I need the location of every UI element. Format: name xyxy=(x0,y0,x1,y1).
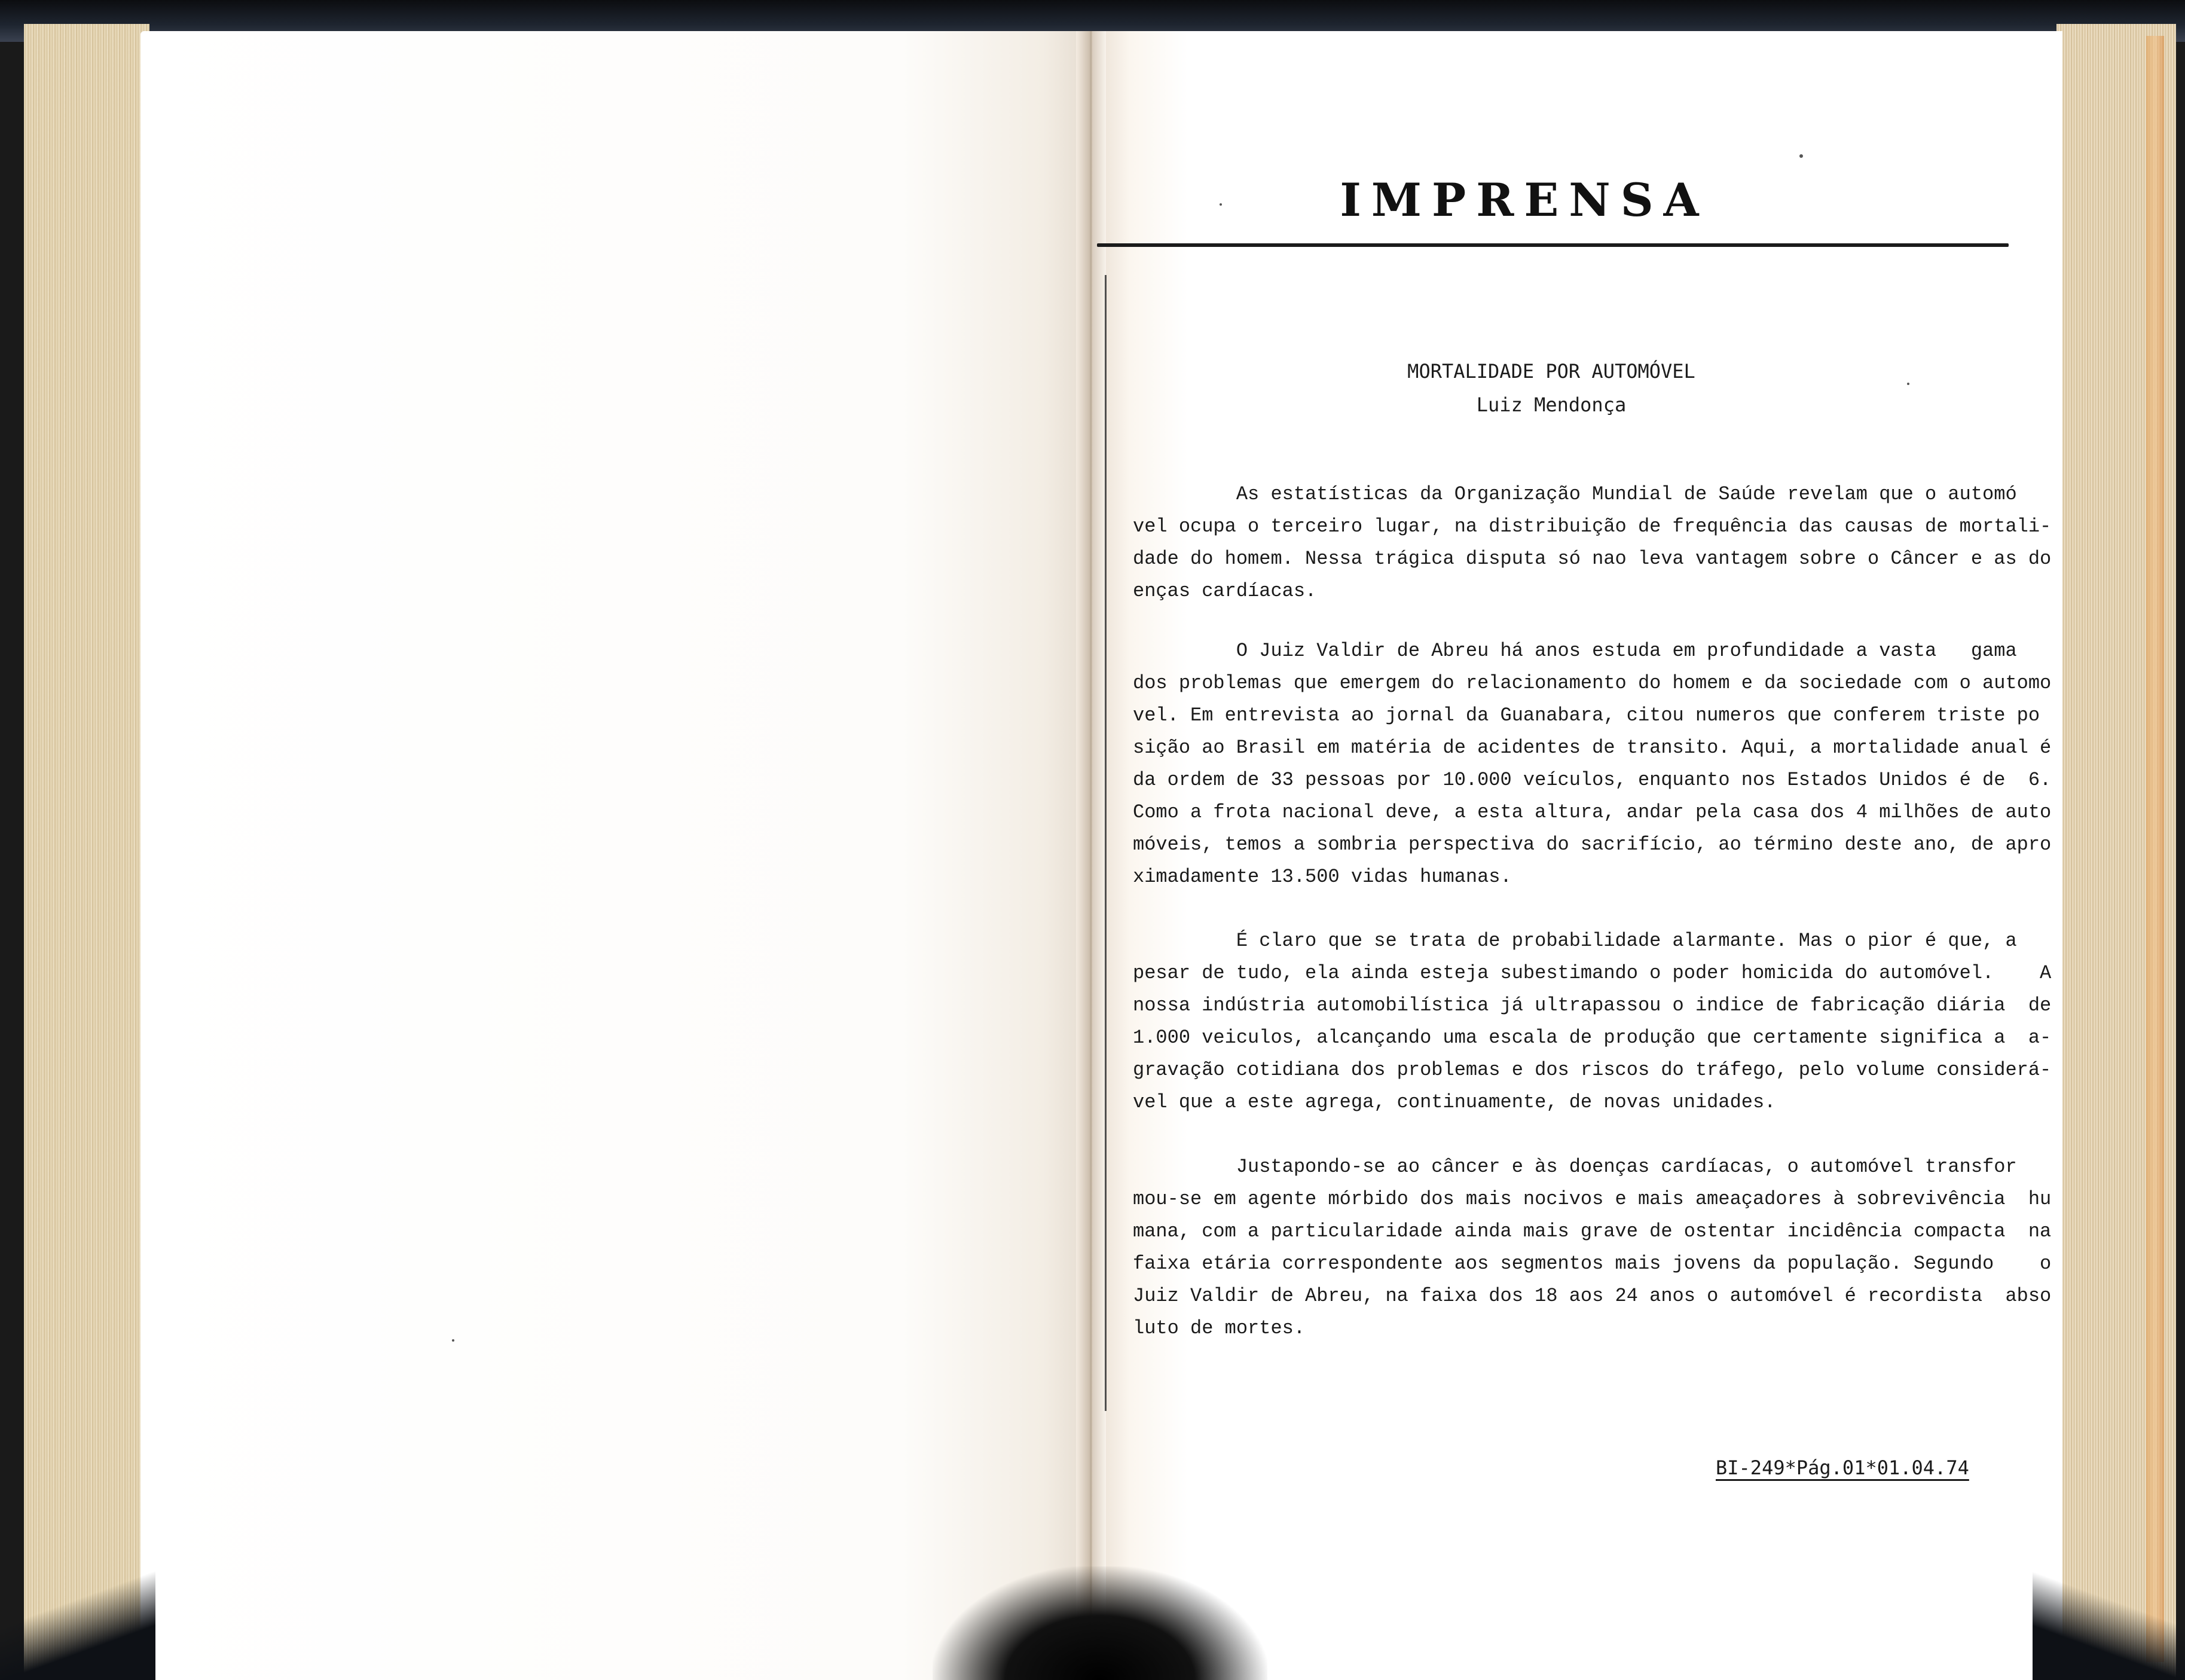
margin-rule xyxy=(1105,275,1107,1411)
paper-speck xyxy=(452,1339,454,1342)
title-rule xyxy=(1097,243,2009,247)
left-page-blank xyxy=(140,31,1091,1680)
article-author: Luiz Mendonça xyxy=(1476,393,1627,416)
article-paragraph-1: As estatísticas da Organização Mundial de Saúde revelam que o vel ocupa o terceiro lugar, na distribuição de frequência das causas dade do homem. Nessa trágica disputa só nao leva vantagem sobre o Câncer enças cardíacas. xyxy=(1133,483,1960,602)
book-bottom-fold-shadow xyxy=(933,1566,1267,1680)
book-gutter xyxy=(1076,31,1106,1680)
article-paragraph-3: É claro que se trata de probabilidade alarmante. Mas o pior é pesar de tudo, ela ainda esteja subestimando o poder homicida do nossa indústria automobilística já ultrapassou o indice de fabricação 1.000 veiculos, alcançando uma escala de produção que certamente significa gravação cotidiana dos problemas e dos riscos do tráfego, pelo volume vel que a este agrega, continuamente, de novas unidades. xyxy=(1133,930,1983,1113)
section-title: IMPRENSA xyxy=(1340,173,1709,227)
article-title: MORTALIDADE POR AUTOMÓVEL xyxy=(1407,360,1695,383)
left-page-edges xyxy=(24,24,149,1680)
bottom-left-corner-shadow xyxy=(0,1554,155,1680)
paper-speck xyxy=(1907,383,1909,385)
right-page-edge-tint xyxy=(2146,36,2164,1662)
paper-speck xyxy=(1799,154,1803,158)
article-paragraph-4: Justapondo-se ao câncer e às doenças cardíacas, o automóvel mou-se em agente mórbido dos mais nocivos e mais ameaçadores à sobrevivência mana, com a particularidade ainda mais grave de ostentar incidência faixa etária correspondente aos segmentos mais jovens da população. Juiz Valdir de Abreu, na faixa dos 18 aos 24 anos o automóvel é recordista luto de mortes. xyxy=(1133,1156,2006,1339)
paper-speck xyxy=(1220,203,1222,206)
bottom-right-corner-shadow xyxy=(2033,1554,2185,1680)
article-paragraph-2: O Juiz Valdir de Abreu há anos estuda em profundidade a vasta dos problemas que emergem do relacionamento do homem e da sociedade com vel. Em entrevista ao jornal da Guanabara, citou numeros que conferem sição ao Brasil em matéria de acidentes de transito. Aqui, a mortalidade da ordem de 33 pessoas por 10.000 veículos, enquanto nos Estados Unidos Como a frota nacional deve, a esta altura, andar pela casa dos 4 milhões móveis, temos a sombria perspectiva do sacrifício, ao término deste ximadamente 13.500 vidas humanas. xyxy=(1133,640,1960,888)
page-reference: BI-249*Pág.01*01.04.74 xyxy=(1716,1456,1969,1479)
